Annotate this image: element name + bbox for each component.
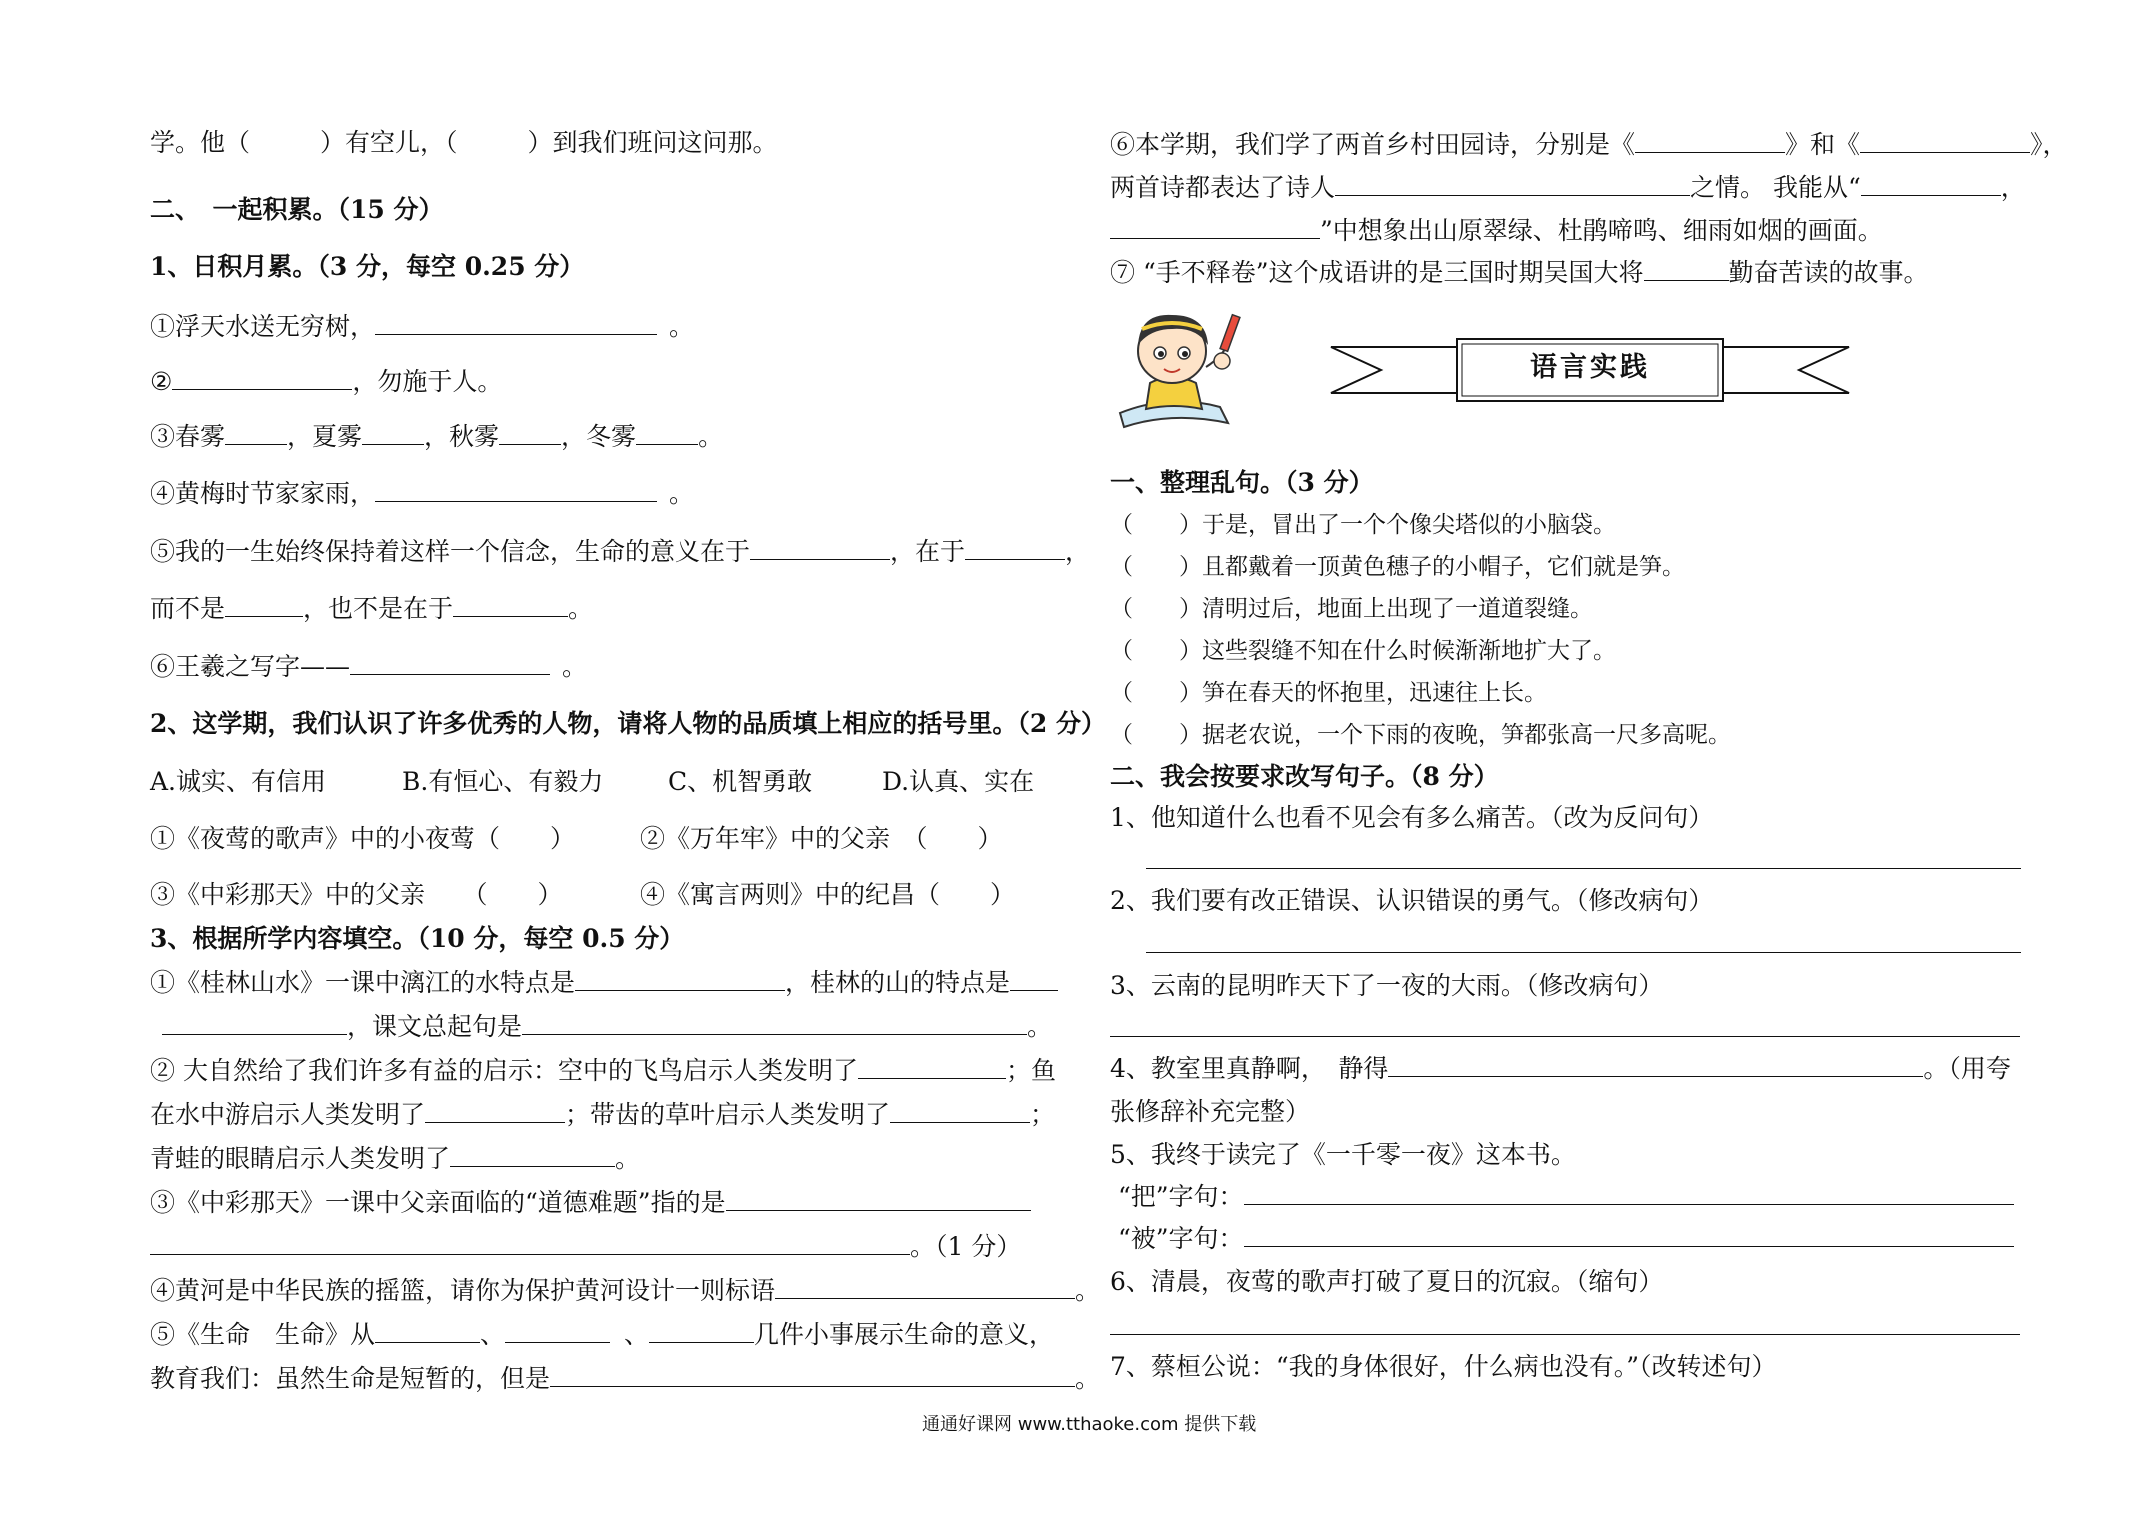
answer-blank[interactable] [225, 594, 303, 617]
s1-item: （ ）且都戴着一顶黄色穗子的小帽子，它们就是笋。 [1110, 554, 1685, 580]
q6-line-3: ”中想象出山原翠绿、杜鹃啼鸣、细雨如烟的画面。 [1110, 214, 1883, 248]
answer-blank[interactable] [649, 1320, 754, 1343]
answer-blank[interactable] [375, 479, 657, 502]
q1-item-6: ⑥王羲之写字—— 。 [150, 652, 588, 681]
q2-item-1: ①《夜莺的歌声》中的小夜莺（ ） [150, 824, 576, 853]
answer-blank[interactable] [505, 1320, 610, 1343]
q3-item-1: ①《桂林山水》一课中漓江的水特点是 ，桂林的山的特点是 [150, 966, 1058, 1000]
answer-blank[interactable] [750, 537, 890, 560]
answer-blank[interactable] [225, 422, 287, 445]
answer-line[interactable] [1110, 1334, 2020, 1335]
answer-blank[interactable] [1644, 258, 1729, 281]
q3-item-4: ④黄河是中华民族的摇篮，请你为保护黄河设计一则标语 。 [150, 1276, 1101, 1305]
s2-item-2: 2、我们要有改正错误、认识错误的勇气。（修改病句） [1110, 886, 1714, 915]
answer-line[interactable] [1146, 868, 2021, 869]
s2-title: 二、我会按要求改写句子。（8 分） [1110, 762, 1499, 791]
answer-blank[interactable] [1860, 130, 2030, 153]
answer-blank[interactable] [890, 1100, 1030, 1123]
s2-item-4: 4、教室里真静啊， 静得 。（用夸 [1110, 1054, 2011, 1083]
q2-option-c: C、机智勇敢 [668, 767, 813, 796]
answer-blank[interactable] [350, 652, 550, 675]
answer-blank[interactable] [1010, 968, 1058, 991]
s1-title: 一、整理乱句。（3 分） [1110, 468, 1374, 497]
answer-blank[interactable] [375, 312, 657, 335]
q1-item-4: ④黄梅时节家家雨， 。 [150, 479, 695, 508]
answer-blank[interactable] [726, 1188, 1031, 1211]
s2-item-1: 1、他知道什么也看不见会有多么痛苦。（改为反问句） [1110, 803, 1714, 832]
q3-item-5: ⑤《生命 生命》从 、 、 几件小事展示生命的意义， [150, 1320, 1055, 1349]
s2-item-4b: 张修辞补充完整） [1110, 1097, 1311, 1126]
girl-reading-illustration [1110, 305, 1265, 430]
answer-line[interactable] [1146, 952, 2021, 953]
q6-line-2: 两首诗都表达了诗人 之情。 我能从“ ， [1110, 173, 2026, 202]
s1-item: （ ）于是，冒出了一个个像尖塔似的小脑袋。 [1110, 512, 1616, 538]
line-0: 学。他（ ）有空儿，（ ）到我们班问这问那。 [150, 128, 778, 157]
q2-item-3: ③《中彩那天》中的父亲 （ ） [150, 880, 563, 909]
answer-blank[interactable] [1244, 1182, 2014, 1205]
answer-blank[interactable] [775, 1276, 1075, 1299]
answer-blank[interactable] [522, 1012, 1027, 1035]
q2-item-2: ②《万年牢》中的父亲 （ ） [640, 824, 1003, 853]
s1-item: （ ）这些裂缝不知在什么时候渐渐地扩大了。 [1110, 638, 1616, 664]
q1-item-2: ② ，勿施于人。 [150, 367, 503, 396]
q3-title: 3、根据所学内容填空。（10 分，每空 0.5 分） [150, 924, 685, 953]
answer-blank[interactable] [858, 1056, 1006, 1079]
banner-title: 语言实践 [1530, 352, 1650, 383]
q2-option-a: A.诚实、有信用 [150, 767, 327, 796]
s1-item: （ ）清明过后，地面上出现了一道道裂缝。 [1110, 596, 1593, 622]
q3-item-2b: 在水中游启示人类发明了 ；带齿的草叶启示人类发明了 ； [150, 1100, 1056, 1129]
q1-item-1: ①浮天水送无穷树， 。 [150, 312, 695, 341]
q3-item-2c: 青蛙的眼睛启示人类发明了 。 [150, 1144, 641, 1173]
answer-blank[interactable] [450, 1144, 615, 1167]
answer-blank[interactable] [150, 1232, 910, 1255]
q6-line-1: ⑥本学期，我们学了两首乡村田园诗，分别是《 》和《 》， [1110, 130, 2068, 159]
q2-option-b: B.有恒心、有毅力 [402, 767, 604, 796]
answer-blank[interactable] [172, 367, 352, 390]
s2-item-7: 7、蔡桓公说：“我的身体很好，什么病也没有。”（改转述句） [1110, 1352, 1777, 1381]
q2-item-4: ④《寓言两则》中的纪昌（ ） [640, 880, 1016, 909]
answer-blank[interactable] [453, 594, 568, 617]
answer-blank[interactable] [1861, 173, 2001, 196]
answer-blank[interactable] [550, 1364, 1075, 1387]
q2-title: 2、这学期，我们认识了许多优秀的人物，请将人物的品质填上相应的括号里。（2 分） [150, 709, 1106, 738]
answer-blank[interactable] [1110, 216, 1320, 239]
answer-blank[interactable] [425, 1100, 565, 1123]
s2-item-5a: “把”字句： [1118, 1180, 2014, 1214]
answer-blank[interactable] [499, 422, 561, 445]
s2-item-5b: “被”字句： [1118, 1222, 2014, 1256]
q1-title: 1、日积月累。（3 分，每空 0.25 分） [150, 252, 585, 281]
s1-item: （ ）据老农说，一个下雨的夜晚，笋都张高一尺多高呢。 [1110, 722, 1731, 748]
answer-blank[interactable] [1335, 173, 1690, 196]
answer-blank[interactable] [965, 537, 1065, 560]
section-2-title: 二、 一起积累。（15 分） [150, 195, 444, 224]
answer-blank[interactable] [1388, 1054, 1923, 1077]
q3-item-1b: ，课文总起句是 。 [162, 1010, 1052, 1044]
q1-item-3: ③春雾 ，夏雾 ，秋雾 ，冬雾 。 [150, 422, 724, 451]
q3-item-5b: 教育我们：虽然生命是短暂的，但是 。 [150, 1364, 1101, 1393]
s2-item-3: 3、云南的昆明昨天下了一夜的大雨。（修改病句） [1110, 971, 1664, 1000]
q1-item-5: ⑤我的一生始终保持着这样一个信念，生命的意义在于 ，在于 ， [150, 537, 1091, 566]
answer-blank[interactable] [575, 968, 785, 991]
q3-item-3: ③《中彩那天》一课中父亲面临的“道德难题”指的是 [150, 1186, 1031, 1220]
answer-blank[interactable] [162, 1012, 347, 1035]
answer-blank[interactable] [636, 422, 698, 445]
q3-item-3b: 。（1 分） [150, 1230, 1021, 1264]
answer-blank[interactable] [375, 1320, 480, 1343]
q1-item-5b: 而不是 ，也不是在于 。 [150, 594, 594, 623]
q2-option-d: D.认真、实在 [882, 767, 1035, 796]
answer-blank[interactable] [362, 422, 424, 445]
s1-item: （ ）笋在春天的怀抱里，迅速往上长。 [1110, 680, 1547, 706]
s2-item-5: 5、我终于读完了《一千零一夜》这本书。 [1110, 1140, 1576, 1169]
answer-blank[interactable] [1244, 1224, 2014, 1247]
q3-item-2: ② 大自然给了我们许多有益的启示：空中的飞鸟启示人类发明了 ；鱼 [150, 1056, 1056, 1085]
s2-item-6: 6、清晨，夜莺的歌声打破了夏日的沉寂。（缩句） [1110, 1267, 1664, 1296]
footer: 通通好课网 www.tthaoke.com 提供下载 [922, 1414, 1257, 1435]
q7: ⑦ “手不释卷”这个成语讲的是三国时期吴国大将 勤奋苦读的故事。 [1110, 258, 1929, 287]
answer-blank[interactable] [1635, 130, 1785, 153]
answer-line[interactable] [1110, 1036, 2020, 1037]
